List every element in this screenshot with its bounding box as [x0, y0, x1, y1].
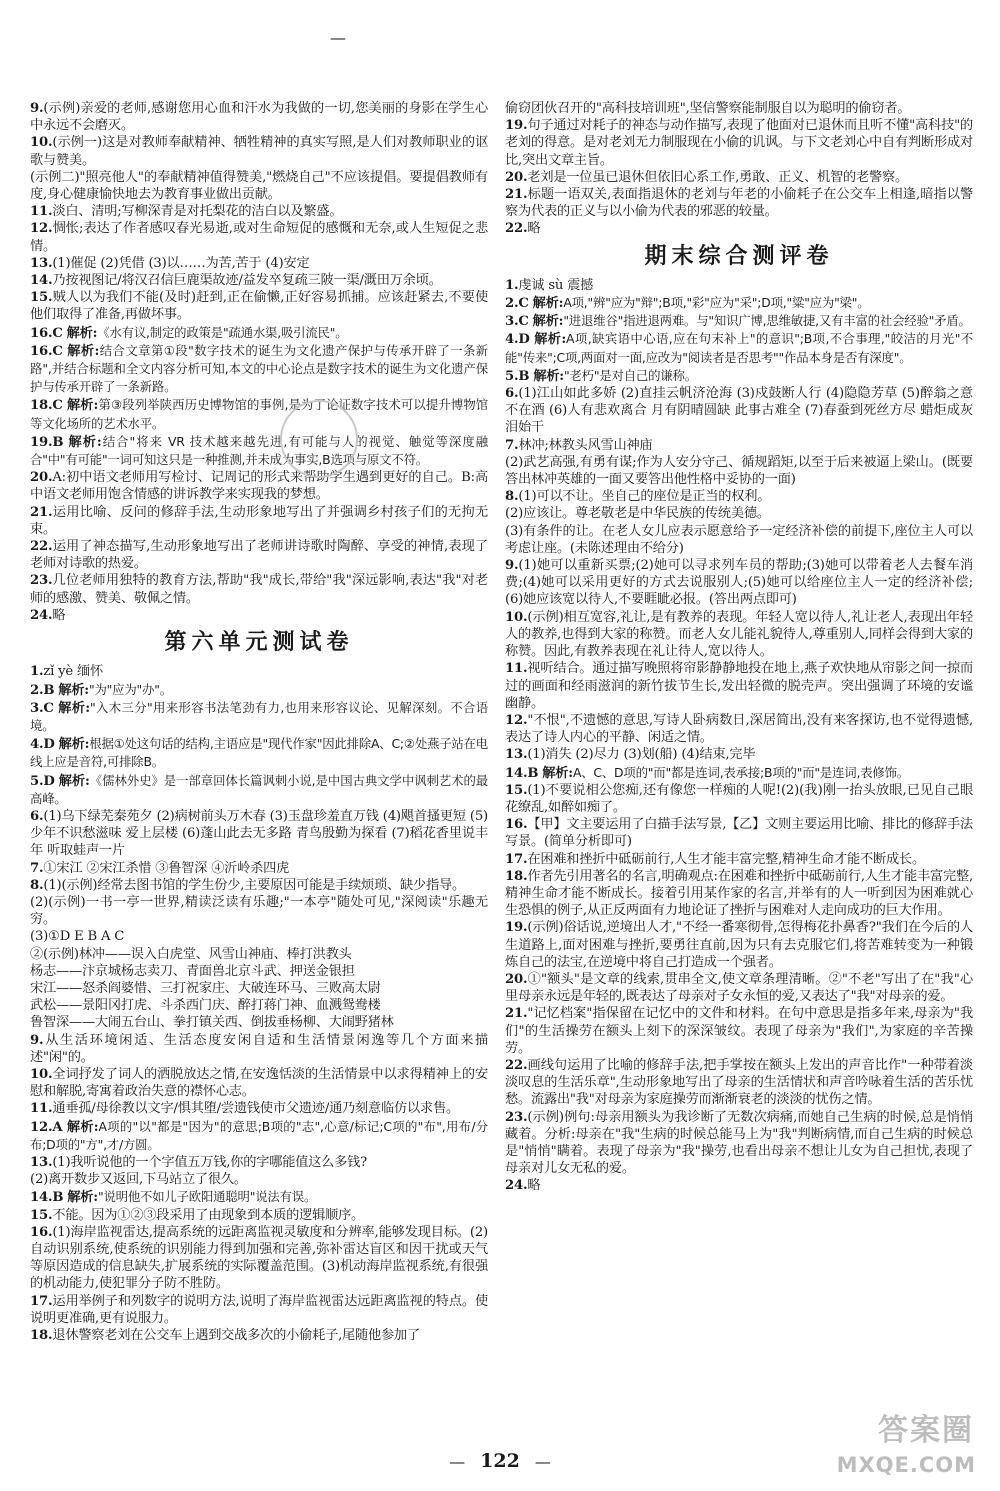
answer-number: 14. — [30, 273, 53, 289]
answer-item — [30, 681, 488, 699]
answer-text: "为"应为"办"。 — [88, 681, 172, 697]
analysis-label: 解析: — [58, 682, 89, 698]
answer-text: (2)(示例)一书一亭一世界,精读泛读有乐趣;"一本亭"随处可见,"深阅读"乐趣无穷。 — [30, 894, 488, 928]
answer-item — [505, 100, 973, 117]
answer-number: 9. — [30, 1032, 44, 1048]
analysis-label: 解析: — [67, 343, 100, 359]
answer-text: (1)她可以重新买票;(2)她可以寻求列车员的帮助;(3)她可以带着老人去餐车消费;(4)她可以采用更好的方式去说服别人;(5)她可以给座位主人一定的经济补偿;(6)她应该宽以待人,不要睚眦必报。(答出两点即可) — [505, 558, 973, 608]
answer-number: 8. — [30, 877, 44, 893]
answer-item — [505, 367, 973, 385]
answer-number: 22. — [505, 1057, 528, 1073]
answer-text: (1)催促 (2)凭借 (3)以……为苦,苦于 (4)安定 — [52, 255, 310, 271]
answer-number: 9. — [505, 558, 519, 574]
answer-number: 24. — [30, 607, 53, 623]
answer-item — [505, 523, 973, 557]
answer-number: 1. — [30, 664, 44, 680]
answer-item — [30, 469, 488, 503]
answer-item — [30, 699, 488, 735]
right-answers-part1 — [505, 100, 973, 238]
answer-number: 18. — [30, 1328, 53, 1344]
answer-text: "记忆档案"指保留在记忆中的文件和材料。在句中意思是指多年来,母亲为"我们"的生活操劳在额头上刻下的深深皱纹。表现了母亲为"我们",为家庭的辛苦操劳。 — [505, 1006, 973, 1056]
answer-number: 20. — [30, 470, 53, 486]
answer-number: 12. — [30, 221, 53, 237]
answer-item — [30, 324, 488, 342]
answer-number: 22. — [505, 221, 528, 237]
answer-text: "入木三分"用来形容书法笔劲有力,也用来形容议论、见解深刻。不合语境。 — [30, 699, 488, 733]
answer-item — [30, 963, 488, 980]
analysis-label: 解析: — [66, 1119, 99, 1135]
answer-item — [30, 272, 488, 289]
final-exam-heading: 期末综合测评卷 — [644, 243, 834, 269]
answer-number: 4.D — [505, 332, 530, 348]
answer-text: 结合"将来 VR 技术越来越先进,有可能与人的视觉、触觉等深度融合"中"有可能"一词可知这只是一种推测,并未成为事实,B选项与原文不符。 — [30, 433, 488, 468]
answer-text: A、C、D项的"而"都是连词,表承接;B项的"而"是连词,表修饰。 — [572, 764, 909, 780]
answer-number: 16. — [30, 1224, 53, 1240]
analysis-label: 解析: — [58, 700, 90, 716]
answer-item — [505, 117, 973, 169]
answer-number: 10. — [30, 135, 53, 151]
answer-text: (示例)亲爱的老师,感谢您用心血和汗水为我做的一切,您美丽的身影在学生心中永远不会磨灭。 — [30, 101, 488, 134]
page-number: 122 — [480, 1450, 520, 1472]
answer-item — [30, 1293, 488, 1327]
answer-number: 13. — [30, 255, 53, 271]
answer-text: 标题一语双关,表面指退休的老刘与年老的小偷耗子在公交车上相逢,暗指以警察为代表的正义与以小偷为代表的邪恶的较量。 — [505, 187, 973, 220]
watermark-url: MXQE.COM — [836, 1453, 976, 1477]
answer-number: 5.D — [30, 773, 55, 789]
answer-text: A项,缺宾语中心语,应在句末补上"的意识";B项,不合事理,"皎洁的月光"不能"传来";C项,两面对一面,应改为"阅读者是否思考""作品本身是否有深度"。 — [505, 331, 973, 365]
answer-number: 21. — [30, 504, 53, 520]
watermark-logo: 答案圈 — [878, 1413, 974, 1448]
answer-text: 视听结合。通过描写晚照将帘影静静地投在地上,燕子欢快地从帘影之间一掠而过的画面和经雨滋润的新竹拔节生长,发出轻微的脱壳声。突出强调了环境的安谧幽静。 — [505, 661, 973, 711]
answer-text: 通垂孤/母徐教以文字/惧其堕/尝遗钱使市父遗迹/通乃刻意临仿以求售。 — [52, 1101, 459, 1117]
answer-text: 老刘是一位虽已退休但依旧心系工作,勇敢、正义、机智的老警察。 — [527, 169, 908, 185]
answer-item — [505, 1177, 973, 1194]
answer-text: (1)可以不让。坐自己的座位是正当的权利。 — [518, 489, 771, 505]
answer-text: ②(示例)林冲——误入白虎堂、风雪山神庙、棒打洪教头 — [30, 946, 352, 962]
answer-item — [30, 1207, 488, 1224]
answer-text: "进退维谷"指进退两难。与"知识广博,思维敏捷,又有丰富的社会经验"矛盾。 — [563, 313, 971, 329]
left-answers-part2 — [30, 663, 488, 1344]
answer-text: 在困难和挫折中砥砺前行,人生才能丰富完整,精神生命才能不断成长。 — [527, 851, 925, 867]
answer-text: (示例)例句:母亲用额头为我诊断了无数次病痛,而她自己生病的时候,总是悄悄藏着。分析:母亲在"我"生病的时候总能马上为"我"判断病情,而自己生病的时候总是"悄悄"瞒着。表现了母亲为"我"操劳,也看出母亲不想让儿女为自己担忧,表现了母亲对儿女无私的爱。 — [505, 1109, 973, 1177]
answer-number: 10. — [505, 609, 528, 625]
answer-item — [505, 609, 973, 661]
answer-text: A:初中语文老师用写检讨、记周记的形式来帮助学生遇到更好的自己。B:高中语文老师用饱含情感的讲诉教学来实现我的梦想。 — [30, 470, 488, 503]
answer-item — [30, 289, 488, 323]
answer-item — [505, 746, 973, 763]
answer-item — [505, 660, 973, 712]
answer-text: 从生活环境闲适、生活态度安闲自适和生活情景闲逸等几个方面来描述"闲"的。 — [30, 1032, 488, 1065]
analysis-label: 解析: — [532, 314, 564, 330]
answer-item — [505, 1057, 973, 1109]
answer-number: 2.B — [30, 682, 55, 698]
answer-number: 23. — [505, 1109, 528, 1125]
answer-text: 偷窃团伙召开的"高科技培训班",坚信警察能制服自以为聪明的偷窃者。 — [505, 101, 911, 116]
answer-item — [30, 1066, 488, 1100]
answer-item — [30, 980, 488, 997]
answer-number: 7. — [30, 860, 44, 876]
answer-number: 21. — [505, 187, 528, 203]
answer-item — [30, 572, 488, 606]
answer-item — [505, 868, 973, 920]
answer-text: 略 — [527, 221, 541, 237]
answer-number: 3.C — [505, 314, 529, 330]
answer-text: 第③段列举陕西历史博物馆的事例,是为了论证数字技术可以提升博物馆等文化场所的艺术水平。 — [30, 397, 488, 431]
answer-item — [30, 1171, 488, 1188]
answer-number: 17. — [505, 851, 528, 867]
answer-item — [505, 488, 973, 505]
answer-item — [30, 860, 488, 877]
answer-item — [30, 538, 488, 572]
right-column — [505, 100, 973, 1195]
answer-item — [505, 312, 973, 330]
answer-text: "老朽"是对自己的谦称。 — [563, 367, 697, 383]
answer-item — [30, 396, 488, 432]
answer-number: 14.B — [505, 765, 539, 781]
top-mark: — — [330, 28, 346, 47]
answer-text: 杨志——汴京城杨志卖刀、青面兽北京斗武、押送金银担 — [30, 963, 355, 979]
answer-text: 贼人以为我们不能(及时)赶到,正在偷懒,正好容易抓捕。应该赶紧去,不要使他们取得了准备,再做坏事。 — [30, 290, 488, 323]
answer-text: (1)(示例)经常去图书馆的学生份少,主要原因可能是手续烦琐、缺少指导。 — [43, 877, 465, 893]
answer-text: 退休警察老刘在公交车上遇到交战多次的小偷耗子,尾随他参加了 — [52, 1328, 420, 1344]
answer-text: A项,"辨"应为"辩";B项,"彩"应为"采";D项,"粱"应为"梁"。 — [563, 295, 870, 311]
answer-item — [505, 186, 973, 220]
answer-text: (3)①D E B A C — [30, 929, 125, 945]
answer-number: 7. — [505, 437, 519, 453]
answer-text: "不恨",不遗憾的意思,写诗人卧病数日,深居简出,没有来客探访,也不觉得遗憾,表达了诗人内心的平静、闲适之情。 — [505, 712, 973, 746]
answer-number: 20. — [505, 971, 528, 987]
answer-item — [505, 919, 973, 971]
answer-item — [30, 433, 488, 469]
answer-text: (2)应该让。尊老敬老是中华民族的传统美德。 — [505, 506, 770, 522]
answer-item — [505, 712, 973, 746]
answer-text: (示例)俗话说,逆境出人才,"不经一番寒彻骨,怎得梅花扑鼻香?"我们在今后的人生道路上,面对困难与挫折,要勇往直前,因为只有去克服它们,将苦难转变为一种锻炼自己的法宝,在逆境中将自己打造成一个强者。 — [505, 920, 973, 970]
answer-text: 运用了神态描写,生动形象地写出了老师讲诗歌时陶醉、享受的神情,表现了老师对诗歌的热爱。 — [30, 539, 488, 572]
answer-number: 12. — [505, 712, 528, 728]
answer-text: 略 — [52, 607, 66, 623]
analysis-label: 解析: — [66, 398, 99, 414]
answer-number: 17. — [30, 1293, 53, 1309]
answer-text: 【甲】文主要运用了白描手法写景,【乙】文则主要运用比喻、排比的修辞手法写景。(简单分析即可) — [505, 817, 973, 850]
answer-item — [30, 877, 488, 894]
left-answers-part1 — [30, 100, 488, 624]
answer-number: 15. — [30, 1207, 53, 1223]
answer-text: 淡白、清明;写柳深青是对托梨花的洁白以及繁盛。 — [52, 204, 343, 220]
footer-dash-left: — — [449, 1452, 466, 1471]
answer-number: 1. — [505, 277, 519, 293]
answer-text: A项的"以"都是"因为"的意思;B项的"志",心意/标记;C项的"布",用布/分布;D项的"方",才/方圆。 — [30, 1118, 488, 1152]
answer-item — [30, 100, 488, 134]
answer-text: (示例二)"照亮他人"的奉献精神值得赞美,"燃烧自己"不应该提倡。要提倡教师有度,身心健康愉快地去为教育事业做出贡献。 — [30, 169, 488, 203]
answer-number: 16. — [505, 817, 528, 833]
answer-text: 宋江——怒杀阎婆惜、三打祝家庄、大破连环马、三败高太尉 — [30, 980, 381, 996]
answer-item — [505, 1109, 973, 1178]
answer-item — [30, 220, 488, 254]
answer-number: 20. — [505, 169, 528, 185]
footer-dash-right: — — [534, 1452, 551, 1471]
answer-item — [505, 169, 973, 186]
answer-item — [30, 894, 488, 928]
answer-number: 18. — [505, 868, 528, 884]
answer-text: ①"额头"是文章的线索,贯串全文,使文章条理清晰。②"不老"写出了在"我"心里母亲永远是年轻的,既表达了母亲对子女永恒的爱,又表达了"我"对母亲的爱。 — [505, 971, 973, 1005]
analysis-label: 解析: — [534, 332, 567, 348]
answer-text: 惆怅;表达了作者感叹春光易逝,或对生命短促的感慨和无奈,或人生短促之悲情。 — [30, 221, 488, 254]
answer-text: 运用比喻、反问的修辞手法,生动形象地写出了并强调乡村孩子们的无拘无束。 — [30, 504, 488, 537]
answer-text: (示例)相互宽容,礼让,是有教养的表现。年轻人宽以待人,礼让老人,表现出年轻人的教养,也得到大家的称赞。而老人女儿能礼貌待人,尊重别人,同样会得到大家的称赞。因此,有教养表现在礼让待人,宽以待人。 — [505, 609, 973, 660]
answer-number: 8. — [505, 489, 519, 505]
answer-item — [505, 782, 973, 816]
answer-item — [30, 255, 488, 272]
answer-number: 14.B — [30, 1190, 64, 1206]
answer-item — [505, 294, 973, 312]
answer-number: 11. — [505, 661, 528, 677]
answer-text: (示例一)这是对教师奉献精神、牺牲精神的真实写照,是人们对教师职业的讴歌与赞美。 — [30, 135, 488, 168]
answer-number: 2.C — [505, 296, 529, 312]
answer-text: 《儒林外史》是一部章回体长篇讽刺小说,是中国古典文学中讽刺艺术的最高峰。 — [30, 772, 488, 806]
answer-number: 3.C — [30, 700, 54, 716]
answer-text: 根据①处这句话的结构,主语应是"现代作家"因此排除A、C;②处燕子站在电线上应是音符,可排除B。 — [30, 736, 488, 770]
answer-item — [30, 808, 488, 860]
answer-text: (1)海岸监视雷达,提高系统的远距离监视灵敏度和分辨率,能够发现目标。(2)自动识别系统,使系统的识别能力得到加强和完善,弥补雷达盲区和因干扰或天气等原因造成的信息缺失,扩展系统的实际覆盖范围。(3)机动海岸监视系统,有很强的机动能力,使犯罪分子防不胜防。 — [30, 1224, 488, 1292]
answer-item — [30, 663, 488, 680]
answer-number: 12.A — [30, 1119, 63, 1135]
answer-number: 22. — [30, 539, 53, 555]
answer-text: "说明他不如儿子欧阳通聪明"说法有误。 — [97, 1189, 317, 1205]
answer-item — [505, 816, 973, 850]
right-answers-part2 — [505, 277, 973, 1195]
answer-text: (1)江山如此多娇 (2)直挂云帆济沧海 (3)戍鼓断人行 (4)隐隐芳草 (5)醉翁之意不在酒 (6)人有悲欢离合 月有阴晴圆缺 此事古难全 (7)春蚕到死丝方尽 蜡炬成灰泪始干 — [505, 386, 973, 436]
answer-number: 19. — [505, 118, 528, 134]
answer-item — [30, 169, 488, 203]
analysis-label: 解析: — [58, 773, 90, 789]
analysis-label: 解析: — [68, 434, 102, 450]
answer-item — [30, 1154, 488, 1171]
answer-number: 24. — [505, 1178, 528, 1194]
answer-text: 略 — [527, 1178, 541, 1194]
answer-text: 林冲;林教头风雪山神庙 — [518, 437, 653, 453]
answer-text: zǐ yè 缅怀 — [43, 664, 103, 680]
answer-text: ①宋江 ②宋江杀惜 ③鲁智深 ④沂岭杀四虎 — [43, 860, 290, 876]
left-column — [30, 100, 488, 1344]
answer-number: 5.B — [505, 368, 530, 384]
answer-text: 鲁智深——大闹五台山、拳打镇关西、倒拔垂杨柳、大闹野猪林 — [30, 1015, 394, 1031]
answer-item — [505, 1005, 973, 1057]
analysis-label: 解析: — [542, 765, 573, 781]
answer-item — [30, 735, 488, 771]
answer-text: 运用举例子和列数字的说明方法,说明了海岸监视雷达远距离监视的特点。使说明更准确,更有说服力。 — [30, 1293, 488, 1326]
answer-text: 结合文章第①段"数字技术的诞生为文化遗产保护与传承开辟了一条新路",并结合标题和全文内容分析可知,本文的中心论点是数字技术的诞生为文化遗产保护与传承开辟了一条新路。 — [30, 342, 488, 395]
answer-number: 11. — [30, 1101, 53, 1117]
answer-item — [30, 1188, 488, 1206]
answer-number: 19.B — [30, 434, 64, 450]
answer-number: 15. — [30, 290, 53, 306]
answer-item — [505, 437, 973, 454]
answer-item — [30, 134, 488, 168]
answer-item — [505, 385, 973, 437]
answer-item — [505, 330, 973, 366]
answer-item — [30, 1327, 488, 1344]
answer-number: 6. — [505, 386, 519, 402]
answer-item — [30, 1032, 488, 1066]
answer-number: 6. — [30, 808, 44, 824]
answer-item — [505, 220, 973, 237]
answer-text: (1)乌下绿芜秦苑夕 (2)病树前头万木春 (3)玉盘珍羞直万钱 (4)飓首搔更短 (5)少年不识愁滋味 爱上层楼 (6)蓬山此去无多路 青鸟殷勤为探看 (7)稻花香里说丰年 听取蛙声一片 — [30, 808, 488, 859]
answer-number: 16.C — [30, 343, 63, 359]
answer-text: (1)不要说相公您痴,还有像您一样痴的人呢!(2)(我)刚一抬头放眼,已见自己眼花缭乱,如醉如痴了。 — [505, 782, 973, 815]
answer-number: 13. — [505, 747, 528, 763]
answer-text: (2)武艺高强,有勇有谋;作为人安分守己、循规蹈矩,以至于后来被逼上梁山。(既要答出林冲英雄的一面又要答出他性格中妥协的一面) — [505, 454, 973, 488]
answer-item — [30, 1100, 488, 1117]
answer-number: 9. — [30, 101, 44, 116]
answer-text: 武松——景阳冈打虎、斗杀西门庆、醉打蒋门神、血溅鸳鸯楼 — [30, 998, 381, 1014]
unit-six-heading: 第六单元测试卷 — [164, 630, 354, 656]
answer-item — [30, 997, 488, 1014]
answer-item — [30, 772, 488, 808]
answer-text: 句子通过对耗子的神态与动作描写,表现了他面对已退休而且听不懂"高科技"的老刘的得意。是对老刘无力制服现在小偷的讥讽。与下文老刘心中自有判断形成对比,突出文章主旨。 — [505, 118, 973, 168]
answer-item — [30, 1014, 488, 1031]
answer-item — [30, 504, 488, 538]
answer-text: 不能。因为①②③段采用了由现象到本质的逻辑顺序。 — [52, 1207, 365, 1223]
answer-item — [505, 557, 973, 609]
faded-stamp — [280, 400, 358, 478]
answer-text: 几位老师用独特的教育方法,帮助"我"成长,带给"我"深远影响,表达"我"对老师的感激、赞美、敬佩之情。 — [30, 573, 488, 606]
answer-item — [30, 342, 488, 397]
answer-item — [505, 505, 973, 522]
answer-text: (1)消失 (2)尽力 (3)划(船) (4)结束,完毕 — [527, 747, 756, 763]
answer-number: 11. — [30, 204, 53, 220]
answer-text: 乃按视图记/将汉召信巨鹿渠故迹/益发卒复疏三陂一渠/溉田万余顷。 — [52, 273, 442, 289]
answer-item — [30, 946, 488, 963]
answer-number: 4.D — [30, 737, 55, 753]
answer-text: (1)我听说他的一个字值五万钱,你的字哪能值这么多钱? — [52, 1154, 368, 1170]
answer-item — [505, 851, 973, 868]
answer-item — [30, 928, 488, 945]
answer-number: 23. — [30, 573, 53, 589]
answer-item — [30, 1118, 488, 1154]
answer-item — [505, 971, 973, 1005]
analysis-label: 解析: — [58, 737, 90, 753]
analysis-label: 解析: — [532, 296, 564, 312]
analysis-label: 解析: — [67, 1190, 98, 1206]
answer-number: 16.C — [30, 325, 63, 341]
answer-item — [505, 454, 973, 488]
answer-number: 19. — [505, 920, 528, 936]
answer-number: 21. — [505, 1006, 528, 1022]
answer-text: 《水有议,制定的政策是"疏通水渠,吸引流民"。 — [97, 324, 348, 340]
answer-number: 18.C — [30, 398, 63, 414]
analysis-label: 解析: — [533, 368, 564, 384]
answer-item — [30, 607, 488, 624]
analysis-label: 解析: — [66, 325, 98, 341]
answer-number: 13. — [30, 1154, 53, 1170]
answer-text: (3)有条件的让。在老人女儿应表示愿意给予一定经济补偿的前提下,座位主人可以考虑让座。(未陈述理由不给分) — [505, 523, 973, 556]
answer-number: 10. — [30, 1066, 53, 1082]
answer-text: 虔诚 sù 震撼 — [518, 277, 594, 293]
answer-number: 15. — [505, 782, 528, 798]
answer-item — [505, 277, 973, 294]
answer-text: 作者先引用著名的名言,明确观点:在困难和挫折中砥砺前行,人生才能丰富完整,精神生命才能不断成长。接着引用某作家的名言,并举有的人一听到因为困难就心生恐惧的例子,从正反两面有力地论证了挫折与困难对人走向成功的巨大作用。 — [505, 868, 973, 919]
answer-text: 画线句运用了比喻的修辞手法,把手掌按在额头上发出的声音比作"一种带着淡淡叹息的生活乐章",生动形象地写出了母亲的生活情状和声音吟咏着生活的苦乐忧愁。流露出"我"对母亲为家庭操劳而渐渐衰老的淡淡的忧伤之情。 — [505, 1057, 973, 1108]
answer-text: (2)离开数步又返回,下马站立了很久。 — [30, 1172, 247, 1188]
answer-item — [30, 203, 488, 220]
answer-item — [505, 764, 973, 782]
answer-item — [30, 1224, 488, 1293]
answer-text: 全词抒发了词人的洒脱放达之情,在安逸恬淡的生活情景中以求得精神上的安慰和解脱,寄寓着政治失意的襟怀心志。 — [30, 1066, 488, 1100]
